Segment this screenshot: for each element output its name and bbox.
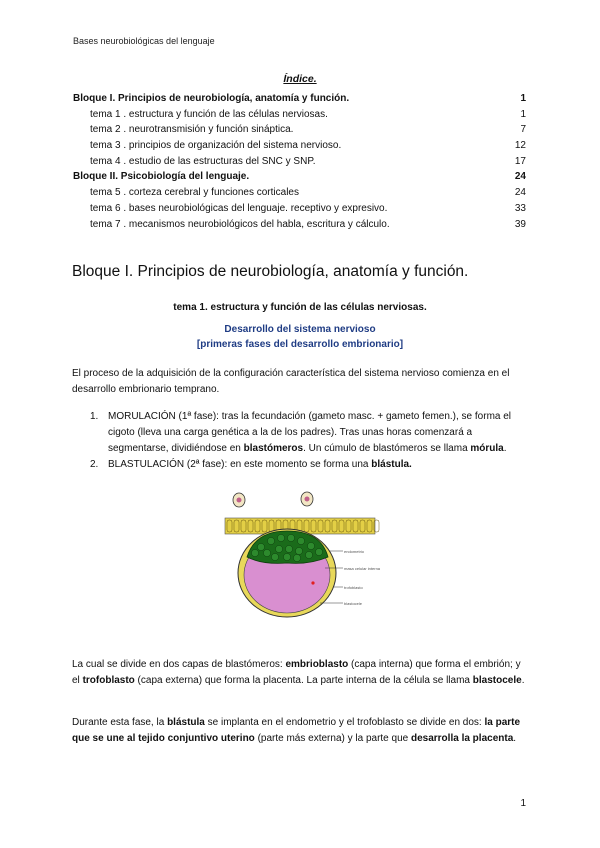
list-number: 1. [90, 411, 99, 422]
implantation-paragraph: Durante esta fase, la blástula se implanta en el endometrio y el trofoblasto se divide en dos: la parte que se une al tejido conjuntivo uterino (parte más externa) y la parte que desarrolla la placenta. [72, 717, 521, 744]
topic-heading: tema 1. estructura y función de las células nerviosas. [173, 302, 427, 313]
inner-mass-cell [267, 537, 274, 544]
toc-topic-entry[interactable] [73, 185, 526, 201]
toc-page-number: 24 [514, 187, 526, 199]
inner-mass-cell [251, 549, 258, 556]
intro-paragraph: El proceso de la adquisición de la configuración característica del sistema nervioso comienza en el desarrollo embrionario temprano. [72, 368, 510, 395]
list-item-morulacion [90, 409, 530, 457]
inner-mass-cell [307, 542, 314, 549]
toc-block-entry[interactable] [73, 169, 526, 185]
inner-mass-cell [293, 554, 300, 561]
running-header: Bases neurobiológicas del lenguaje [73, 36, 215, 46]
toc-topic-entry[interactable] [73, 107, 526, 123]
toc-label: Bloque I. Principios de neurobiología, anatomía y función. [73, 93, 350, 104]
list-text: MORULACIÓN (1ª fase): tras la fecundación (gameto masc. + gameto femen.), se forma el cigoto (lleva una carga genética a la de los padres). Tras unas horas comenzará a segmentarse, dividiéndose en blastómeros. Un cúmulo de blastómeros se llama mórula. [108, 411, 512, 454]
subheading-line2: [primeras fases del desarrollo embrionario] [196, 339, 404, 350]
inner-mass-cell [283, 553, 290, 560]
inner-mass-cell [275, 545, 282, 552]
index-title: Índice. [283, 73, 317, 85]
inner-mass-cell [297, 537, 304, 544]
inner-mass-cell [315, 548, 322, 555]
inner-mass-cell [257, 543, 264, 550]
section-subheading [0, 322, 600, 352]
inner-mass-cell [263, 549, 270, 556]
toc-label: tema 6 . bases neurobiológicas del lenguaje. receptivo y expresivo. [90, 202, 388, 214]
page-number: 1 [520, 798, 526, 809]
figure-label: endometrio [344, 549, 365, 554]
blastula-illustration [225, 491, 381, 621]
list-item-blastulacion [90, 457, 530, 473]
toc-label: tema 1 . estructura y función de las células nerviosas. [90, 108, 328, 120]
list-text: BLASTULACIÓN (2ª fase): en este momento se forma una blástula. [108, 459, 412, 470]
toc-page-number: 39 [514, 218, 526, 230]
toc-page-number: 17 [514, 155, 526, 167]
toc-topic-entry[interactable] [73, 154, 526, 170]
toc-topic-entry[interactable] [73, 122, 526, 138]
block-heading: Bloque I. Principios de neurobiología, anatomía y función. [72, 263, 469, 280]
toc-label: tema 3 . principios de organización del sistema nervioso. [90, 140, 342, 152]
toc-page-number: 24 [514, 171, 526, 183]
inner-mass-cell [271, 553, 278, 560]
subheading-line1: Desarrollo del sistema nervioso [224, 324, 376, 335]
toc-topic-entry[interactable] [73, 138, 526, 154]
blastula-figure [225, 491, 381, 621]
figure-label: trofoblasto [344, 585, 363, 590]
toc-label: tema 4 . estudio de las estructuras del SNC y SNP. [90, 155, 316, 167]
toc-topic-entry[interactable] [73, 217, 526, 233]
toc-page-number: 12 [514, 140, 526, 152]
toc-label: Bloque II. Psicobiología del lenguaje. [73, 171, 250, 183]
inner-mass-cell [285, 545, 292, 552]
figure-label: masa celular interna [344, 566, 381, 571]
toc-page-number: 1 [520, 108, 526, 120]
phase-list [90, 409, 530, 473]
inner-mass-cell [305, 551, 312, 558]
toc-topic-entry[interactable] [73, 201, 526, 217]
toc-label: tema 5 . corteza cerebral y funciones corticales [90, 187, 299, 199]
inner-mass-cell [295, 547, 302, 554]
toc-label: tema 7 . mecanismos neurobiológicos del habla, escritura y cálculo. [90, 218, 390, 230]
blastomere-paragraph: La cual se divide en dos capas de blastómeros: embrioblasto (capa interna) que forma el embrión; y el trofoblasto (capa externa) que forma la placenta. La parte interna de la célula se llama blastocele. [72, 659, 525, 686]
toc-page-number: 7 [520, 124, 526, 136]
table-of-contents [73, 91, 526, 232]
figure-label: blastocele [344, 601, 363, 606]
list-number: 2. [90, 459, 99, 470]
toc-block-entry[interactable] [73, 91, 526, 107]
inner-mass-cell [287, 534, 294, 541]
inner-mass-cell [277, 534, 284, 541]
toc-label: tema 2 . neurotransmisión y función sináptica. [90, 124, 294, 136]
toc-page-number: 1 [520, 93, 526, 104]
toc-page-number: 33 [514, 202, 526, 214]
